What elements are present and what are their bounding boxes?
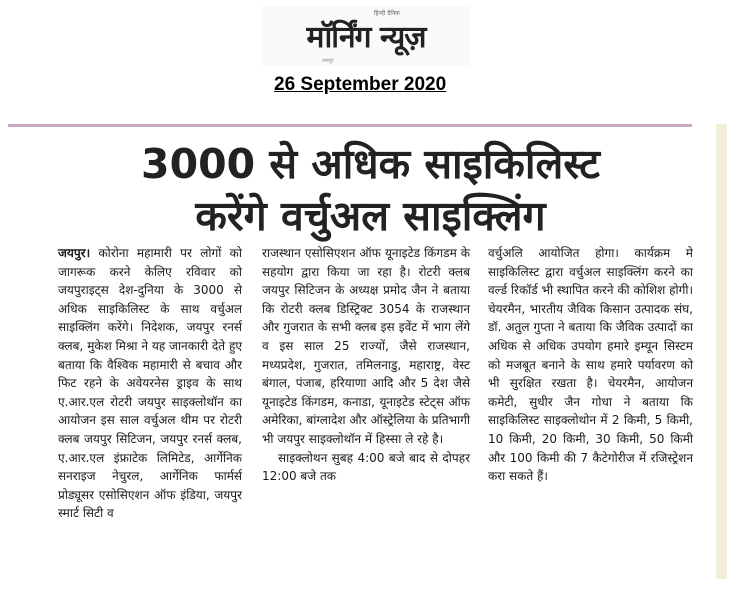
article-column-1 (58, 244, 242, 523)
masthead-tagline: हिन्दी दैनिक (374, 10, 400, 17)
newspaper-masthead (262, 6, 470, 66)
article-paragraph (58, 244, 242, 523)
publication-date: 26 September 2020 (274, 74, 447, 95)
headline-line-2: करेंगे वर्चुअल साइक्लिंग (195, 192, 546, 240)
article-paragraph: साइक्लोथन सुबह 4:00 बजे बाद से दोपहर 12:00 बजे तक (262, 450, 470, 484)
page-edge-strip (716, 124, 727, 579)
masthead-subline: जयपुर (322, 58, 334, 64)
article-paragraph: वर्चुअलि आयोजित होगा। कार्यक्रम मे साइकिलिस्ट द्वारा वर्चुअल साइक्लिंग करने का वर्ल्ड रिकॉर्ड भी स्थापित करने की कोशिश होगी।चेयरमैन, भारतीय जैविक किसान उत्पादक संघ, डॉ. अतुल गुप्ता ने बताया कि जैविक उत्पादों का अधिक से अधिक उपयोग हमारे इम्यून सिस्टम को मजबूत बनाने के साथ हमारे पर्यावरण को भी सुरक्षित रखता है। चेयरमैन, आयोजन कमेटी, सुधीर जैन गोधा ने बताया कि साइकिलिस्ट साइक्लोथोन में 2 किमी, 5 किमी, 10 किमी, 20 किमी, 30 किमी, 50 किमी और 100 किमी की 7 कैटेगोरीज में रजिस्ट्रेशन करा सकते हैं। (488, 246, 693, 484)
article-column-2 (262, 244, 470, 486)
headline-line-1: 3000 से अधिक साइकिलिस्ट (141, 140, 600, 188)
top-divider (8, 124, 692, 127)
newspaper-logo: मॉर्निंग न्यूज़ (306, 20, 426, 55)
article-column-3 (488, 244, 693, 486)
column-1-text: कोरोना महामारी पर लोगों को जागरूक करने केलिए रविवार को जयपुराइट्स देश-दुनिया के 3000 से अधिक साइकिलिस्ट के साथ वर्चुअल साइक्लिंग करेंगे। निदेशक, जयपुर रनर्स क्लब, मुकेश मिश्रा ने यह जानकारी देते हुए बताया कि वैश्विक महामारी से बचाव और फिट रहने के अवेयरनेस ड्राइव के साथ ए.आर.एल रोटरी जयपुर साइक्लोथॉन का आयोजन इस साल वर्चुअल थीम पर रोटरी क्लब जयपुर सिटिजन, जयपुर रनर्स क्लब, ए.आर.एल इंफ्राटेक लिमिटेड, आर्गेनिक सनराइज नेचुरल, आर्गेनिक फार्मर्स प्रोड्यूसर एसोसिएशन ऑफ इंडिया, जयपुर स्मार्ट सिटी व (58, 246, 242, 521)
dateline: जयपुर। (58, 246, 91, 260)
article-paragraph: राजस्थान एसोसिएशन ऑफ यूनाइटेड किंगडम के सहयोग द्वारा किया जा रहा है। रोटरी क्लब जयपुर सिटिजन के अध्यक्ष प्रमोद जैन ने बताया कि रोटरी क्लब डिस्ट्रिक्ट 3054 के राजस्थान और गुजरात के सभी क्लब इस इवेंट में भाग लेंगे व इस साल 25 राज्यों, जैसे राजस्थान, मध्यप्रदेश, गुजरात, तमिलनाडु, महाराष्ट्र, वेस्ट बंगाल, पंजाब, हरियाणा आदि और 5 देश जैसे यूनाइटेड किंगडम, कनाडा, यूनाइटेड स्टेट्स ऑफ अमेरिका, बांग्लादेश और ऑस्ट्रेलिया के प्रतिभागी भी जयपुर साइक्लोथॉन में हिस्सा ले रहे है। (262, 246, 470, 446)
